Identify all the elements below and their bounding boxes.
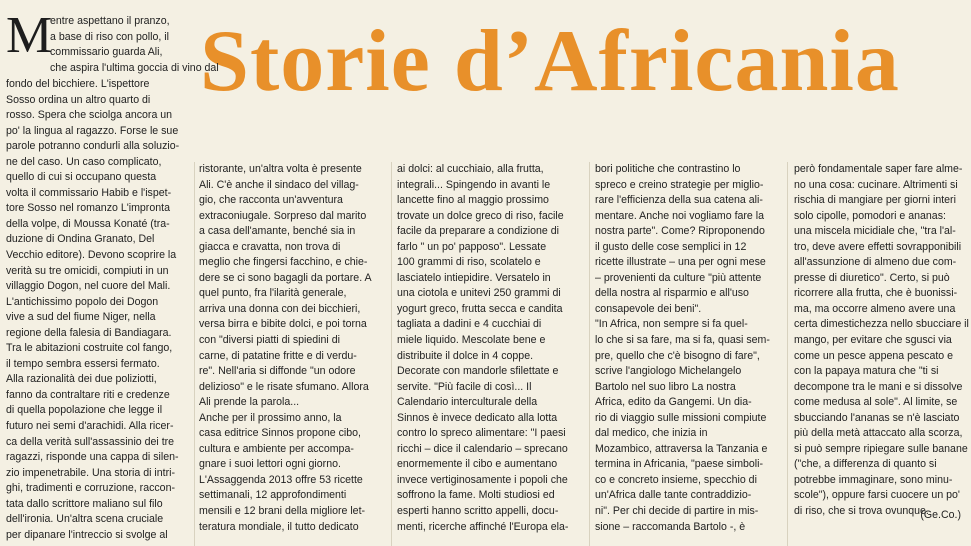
text-line: ristorante, un'altra volta è presente	[199, 163, 362, 175]
text-line: tro, deve avere effetti sovrapponibili	[794, 240, 962, 253]
text-line: soffrono la fame. Molti studiosi ed	[397, 489, 555, 502]
text-line: rosso. Spera che sciolga ancora un	[6, 109, 173, 122]
text-line: consapevole dei beni".	[595, 302, 702, 315]
text-line: – provenienti da culture "più attente	[595, 271, 762, 284]
text-line: verità su tre omicidi, compiuti in un	[6, 264, 169, 277]
text-line: villaggio Dogon, nel cuore del Mali.	[6, 280, 171, 293]
text-line: presse di diuretico". Certo, si può	[794, 271, 950, 284]
drop-cap: M	[6, 7, 53, 64]
text-line: contro lo spreco alimentare: "I paesi	[397, 427, 566, 440]
text-line: regione della falesia di Bandiagara.	[6, 326, 172, 339]
text-line: po' la lingua al ragazzo. Forse le sue	[6, 124, 179, 137]
text-line: duzione di Ondina Granato, Del	[6, 233, 155, 246]
text-line: Decorate con mandorle sfilettate e	[397, 365, 559, 378]
text-line: farlo " un po' papposo". Lessate	[397, 240, 547, 253]
column-4	[595, 162, 778, 535]
text-line: sbucciando l'ananas se n'è lasciato	[794, 411, 960, 424]
text-line: zio impenetrabile. Una storia di intri-	[6, 466, 175, 479]
text-line: L'antichissimo popolo dei Dogon	[6, 295, 159, 308]
text-line: tagliata a dadini e 4 cucchiai di	[397, 318, 542, 331]
text-line: volta il commissario Habib e l'ispet-	[6, 186, 172, 199]
text-line: futuro nei semi d'arachidi. Alla ricer-	[6, 420, 174, 433]
text-line: più della metà attaccato alla scorza,	[794, 427, 963, 440]
text-line: Vecchio editore). Devono scoprire la	[6, 249, 177, 262]
text-line: però fondamentale saper fare alme-	[794, 163, 963, 175]
text-line: esperti hanno scritto appelli, docu-	[397, 505, 559, 518]
text-line: yogurt greco, frutta secca e candita	[397, 302, 563, 315]
text-line: quel punto, fra l'ilarità generale,	[199, 287, 347, 300]
text-line: mensili e 12 brani della migliore let-	[199, 505, 366, 518]
text-line: termina in Africania, "paese simboli-	[595, 458, 764, 471]
text-line: solo cipolle, pomodori e ananas:	[794, 209, 946, 222]
text-line: 100 grammi di riso, scolatelo e	[397, 256, 541, 269]
text-line: arriva una donna con dei bicchieri,	[199, 302, 361, 315]
text-line: lancette fino al maggio prossimo	[397, 194, 549, 207]
text-line: casa editrice Sinnos propone cibo,	[199, 427, 361, 440]
text-line: trovate un dolce greco di riso, facile	[397, 209, 564, 222]
text-line: ghi, tradimenti e corruzione, raccon-	[6, 482, 175, 495]
text-line: spreco e creino strategie per miglio-	[595, 178, 764, 191]
column-divider	[194, 162, 195, 546]
text-line: dere se ci sono bagagli da portare. A	[199, 271, 372, 284]
text-line: no una cosa: cucinare. Altrimenti si	[794, 178, 958, 191]
text-line: di riso, che si trova ovunque.	[794, 505, 929, 518]
text-line: settimanali, 12 approfondimenti	[199, 489, 347, 502]
text-line: L'Assaggenda 2013 offre 53 ricette	[199, 473, 363, 486]
column-2	[199, 162, 382, 535]
text-line: re". Nell'aria si diffonde "un odore	[199, 365, 356, 378]
text-line: Mozambico, attraversa la Tanzania e	[595, 442, 768, 455]
text-line: come medusa al sole". Al limite, se	[794, 396, 958, 409]
column-1-intro	[50, 14, 219, 76]
text-line: della volpe, di Moussa Konaté (tra-	[6, 217, 170, 230]
text-line: giacca e cravatta, non trova di	[199, 240, 341, 253]
text-line: si può sempre ripiegare sulle banane	[794, 442, 968, 455]
article-title: Storie d’Africania	[200, 13, 900, 110]
text-line: "In Africa, non sempre si fa quel-	[595, 318, 748, 331]
text-line: entre aspettano il pranzo,	[50, 15, 170, 27]
text-line: ricorrere alla frutta, che è buonissi-	[794, 287, 958, 300]
text-line: gio, che racconta un'avventura	[199, 194, 343, 207]
text-line: ai dolci: al cucchiaio, alla frutta,	[397, 163, 544, 175]
text-line: ricette illustrate – una per ogni mese	[595, 256, 766, 269]
text-line: ca della verità sull'assassinio dei tre	[6, 435, 175, 448]
text-line: parole potranno condurli alla soluzio-	[6, 140, 180, 153]
text-line: ricchi – dice il calendario – sprecano	[397, 442, 568, 455]
text-line: Bartolo nel suo libro La nostra	[595, 380, 736, 393]
text-line: versa birra e bibite dolci, e poi torna	[199, 318, 367, 331]
text-line: una miscela micidiale che, "tra l'al-	[794, 225, 956, 238]
text-line: rare l'efficienza della sua catena ali-	[595, 194, 763, 207]
text-line: Tra le abitazioni costruite col fango,	[6, 342, 173, 355]
text-line: tata dallo scrittore maliano sul filo	[6, 497, 163, 510]
text-line: cultura e ambiente per accompa-	[199, 442, 354, 455]
text-line: bori politiche che contrastino lo	[595, 163, 741, 175]
text-line: ("che, a differenza di quanto si	[794, 458, 937, 471]
text-line: Africa, edito da Gangemi. Un dia-	[595, 396, 752, 409]
text-line: Ali. C'è anche il sindaco del villag-	[199, 178, 359, 191]
text-line: pre, quello che c'è bisogno di fare",	[595, 349, 760, 362]
text-line: potrebbe immaginare, sono minu-	[794, 473, 953, 486]
text-line: ma, ma occorre almeno avere una	[794, 302, 956, 315]
text-line: menti, ricerche affinché l'Europa ela-	[397, 520, 569, 533]
text-line: Alla razionalità dei due poliziotti,	[6, 373, 157, 386]
text-line: scole"), oppure farsi cuocere un po'	[794, 489, 960, 502]
text-line: a casa dell'amante, benché sia in	[199, 225, 356, 238]
text-line: quello di cui si occupano questa	[6, 171, 157, 184]
column-1	[6, 77, 192, 543]
column-divider	[787, 162, 788, 546]
text-line: invece vertiginosamente i popoli che	[397, 473, 568, 486]
text-line: integrali... Spingendo in avanti le	[397, 178, 551, 191]
text-line: lasciatelo intiepidire. Versatelo in	[397, 271, 551, 284]
text-line: all'assunzione di almeno due com-	[794, 256, 957, 269]
text-line: certa dimestichezza nello sbucciare il	[794, 318, 969, 331]
text-line: vive a sud del fiume Niger, nella	[6, 311, 156, 324]
text-line: commissario guarda Ali,	[50, 46, 163, 59]
text-line: nostra parte". Come? Riproponendo	[595, 225, 765, 238]
text-line: il tempo sembra essersi fermato.	[6, 357, 160, 370]
text-line: co e concreto insieme, specchio di	[595, 473, 757, 486]
text-line: per dipanare l'intreccio si svolge al	[6, 528, 168, 541]
text-line: carne, di patatine fritte e di verdu-	[199, 349, 357, 362]
text-line: a base di riso con pollo, il	[50, 30, 169, 43]
text-line: un'Africa dalle tante contraddizio-	[595, 489, 752, 502]
text-line: Sinnos è invece dedicato alla lotta	[397, 411, 558, 424]
text-line: delizioso" e le risate sfumano. Allora	[199, 380, 369, 393]
column-5	[794, 162, 969, 520]
column-divider	[589, 162, 590, 546]
text-line: decompone tra le mani e si dissolve	[794, 380, 963, 393]
text-line: gnare i suoi lettori ogni giorno.	[199, 458, 341, 471]
text-line: ne del caso. Un caso complicato,	[6, 155, 162, 168]
text-line: con la papaya matura che "ti si	[794, 365, 939, 378]
text-line: Ali prende la parola...	[199, 396, 300, 409]
text-line: Anche per il prossimo anno, la	[199, 411, 342, 424]
text-line: ragazzi, risponde una cappa di silen-	[6, 451, 179, 464]
text-line: facile da preparare a condizione di	[397, 225, 559, 238]
text-line: mango, per evitare che sgusci via	[794, 334, 952, 347]
text-line: fondo del bicchiere. L'ispettore	[6, 78, 150, 90]
text-line: rio di viaggio sulle missioni compiute	[595, 411, 767, 424]
text-line: meglio che fingersi facchino, e chie-	[199, 256, 368, 269]
text-line: scrive l'angiologo Michelangelo	[595, 365, 742, 378]
text-line: dell'ironia. Un'altra scena cruciale	[6, 513, 164, 526]
text-line: mentare. Anche noi vogliamo fare la	[595, 209, 765, 222]
text-line: tore Sosso nel romanzo L'impronta	[6, 202, 170, 215]
text-line: con "diversi piatti di spiedini di	[199, 334, 340, 347]
text-line: servite. "Più facile di così... Il	[397, 380, 532, 393]
text-line: miele liquido. Mescolate bene e	[397, 334, 546, 347]
text-line: Calendario interculturale della	[397, 396, 538, 409]
text-line: di quella popolazione che legge il	[6, 404, 163, 417]
text-line: rischia di mangiare per giorni interi	[794, 194, 956, 207]
column-divider	[391, 162, 392, 546]
text-line: ni". Per chi decide di partire in mis-	[595, 505, 759, 518]
text-line: il gusto delle cose semplici in 12	[595, 240, 747, 253]
text-line: teratura mondiale, il tutto dedicato	[199, 520, 359, 533]
text-line: dal medico, che inizia in	[595, 427, 708, 440]
text-line: enormemente il cibo e aumentano	[397, 458, 558, 471]
text-line: distribuite il dolce in 4 coppe.	[397, 349, 534, 362]
text-line: Sosso ordina un altro quarto di	[6, 93, 151, 106]
text-line: della nostra al risparmio e all'uso	[595, 287, 749, 300]
author-signature: (Ge.Co.)	[920, 509, 961, 521]
text-line: che aspira l'ultima goccia di vino dal	[50, 61, 219, 74]
text-line: lo che si sa fare, ma si fa, quasi sem-	[595, 334, 770, 347]
text-line: sione – raccomanda Bartolo -, è	[595, 520, 746, 533]
text-line: come un pesce appena pescato e	[794, 349, 954, 362]
text-line: una ciotola e unitevi 250 grammi di	[397, 287, 561, 300]
text-line: fanno da contraltare riti e credenze	[6, 388, 170, 401]
text-line: extraconiugale. Sorpreso dal marito	[199, 209, 367, 222]
column-3	[397, 162, 580, 535]
